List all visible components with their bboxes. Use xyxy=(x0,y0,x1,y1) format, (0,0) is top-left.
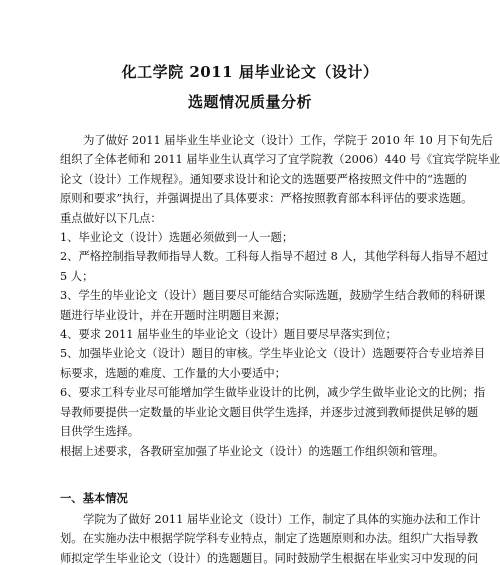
list-item-line: 题进行毕业设计，并在开题时注明题目来源； xyxy=(60,308,286,322)
intro-line: 重点做好以下几点： xyxy=(60,211,162,225)
list-item-1 xyxy=(60,228,452,247)
intro-line: 为了做好 2011 届毕业生毕业论文（设计）工作，学院于 2010 年 10 月下旬先后 xyxy=(83,134,493,147)
list-item-line: 4、要求 2011 届毕业生的毕业论文（设计）题目要尽早落实到位； xyxy=(60,328,397,342)
section-line: 划。在实施办法中根据学院学科专业特点，制定了选题原则和办法。组织广大指导教 xyxy=(60,532,478,546)
section-line: 师拟定学生毕业论文（设计）的选题题目。同时鼓励学生根据在毕业实习中发现的问 xyxy=(60,551,478,565)
list-item-6 xyxy=(60,383,486,441)
closing-line: 根据上述要求，各教研室加强了毕业论文（设计）的选题工作组织领和管理。 xyxy=(60,444,445,458)
list-item-line: 3、学生的毕业论文（设计）题目要尽可能结合实际选题，鼓励学生结合教师的科研课 xyxy=(60,289,486,303)
list-item-line: 6、要求工科专业尽可能增加学生做毕业设计的比例，减少学生做毕业论文的比例；指 xyxy=(60,386,486,400)
list-item-line: 5 人； xyxy=(60,269,94,283)
intro-paragraph xyxy=(60,131,500,228)
list-item-line: 2、严格控制指导教师指导人数。工科每人指导不超过 8 人，其他学科每人指导不超过 xyxy=(60,250,489,264)
document-title: 化工学院 2011 届毕业论文（设计） xyxy=(121,63,379,81)
section-paragraph xyxy=(60,510,481,565)
document-body xyxy=(60,131,500,461)
list-item-line: 标要求，选题的难度、工作量的大小要适中； xyxy=(60,366,286,380)
list-item-4 xyxy=(60,325,452,344)
document-subtitle: 选题情况质量分析 xyxy=(187,93,312,111)
list-item-2 xyxy=(60,247,489,286)
closing-paragraph xyxy=(60,442,452,461)
section-heading: 一、基本情况 xyxy=(60,491,128,505)
intro-line: 论文（设计）工作规程》。通知要求设计和论文的选题要严格按照文件中的“选题的 xyxy=(60,172,467,186)
intro-line: 组织了全体老师和 2011 届毕业生认真学习了宜学院教（2006）440 号《宜宾学院毕业 xyxy=(60,153,500,167)
list-item-line: 导教师要提供一定数量的毕业论文题目供学生选择，并逐步过渡到教师提供足够的题 xyxy=(60,405,478,419)
section-line: 学院为了做好 2011 届毕业论文（设计）工作，制定了具体的实施办法和工作计 xyxy=(83,513,481,526)
list-item-5 xyxy=(60,344,486,383)
intro-line: 原则和要求”执行，并强调提出了具体要求：严格按照教育部本科评估的要求选题。 xyxy=(60,192,473,206)
list-item-line: 目供学生选择。 xyxy=(60,425,140,439)
list-item-line: 5、加强毕业论文（设计）题目的审核。学生毕业论文（设计）选题要符合专业培养目 xyxy=(60,347,486,361)
list-item-3 xyxy=(60,286,486,325)
list-item-line: 1、毕业论文（设计）选题必须做到一人一题； xyxy=(60,231,294,245)
